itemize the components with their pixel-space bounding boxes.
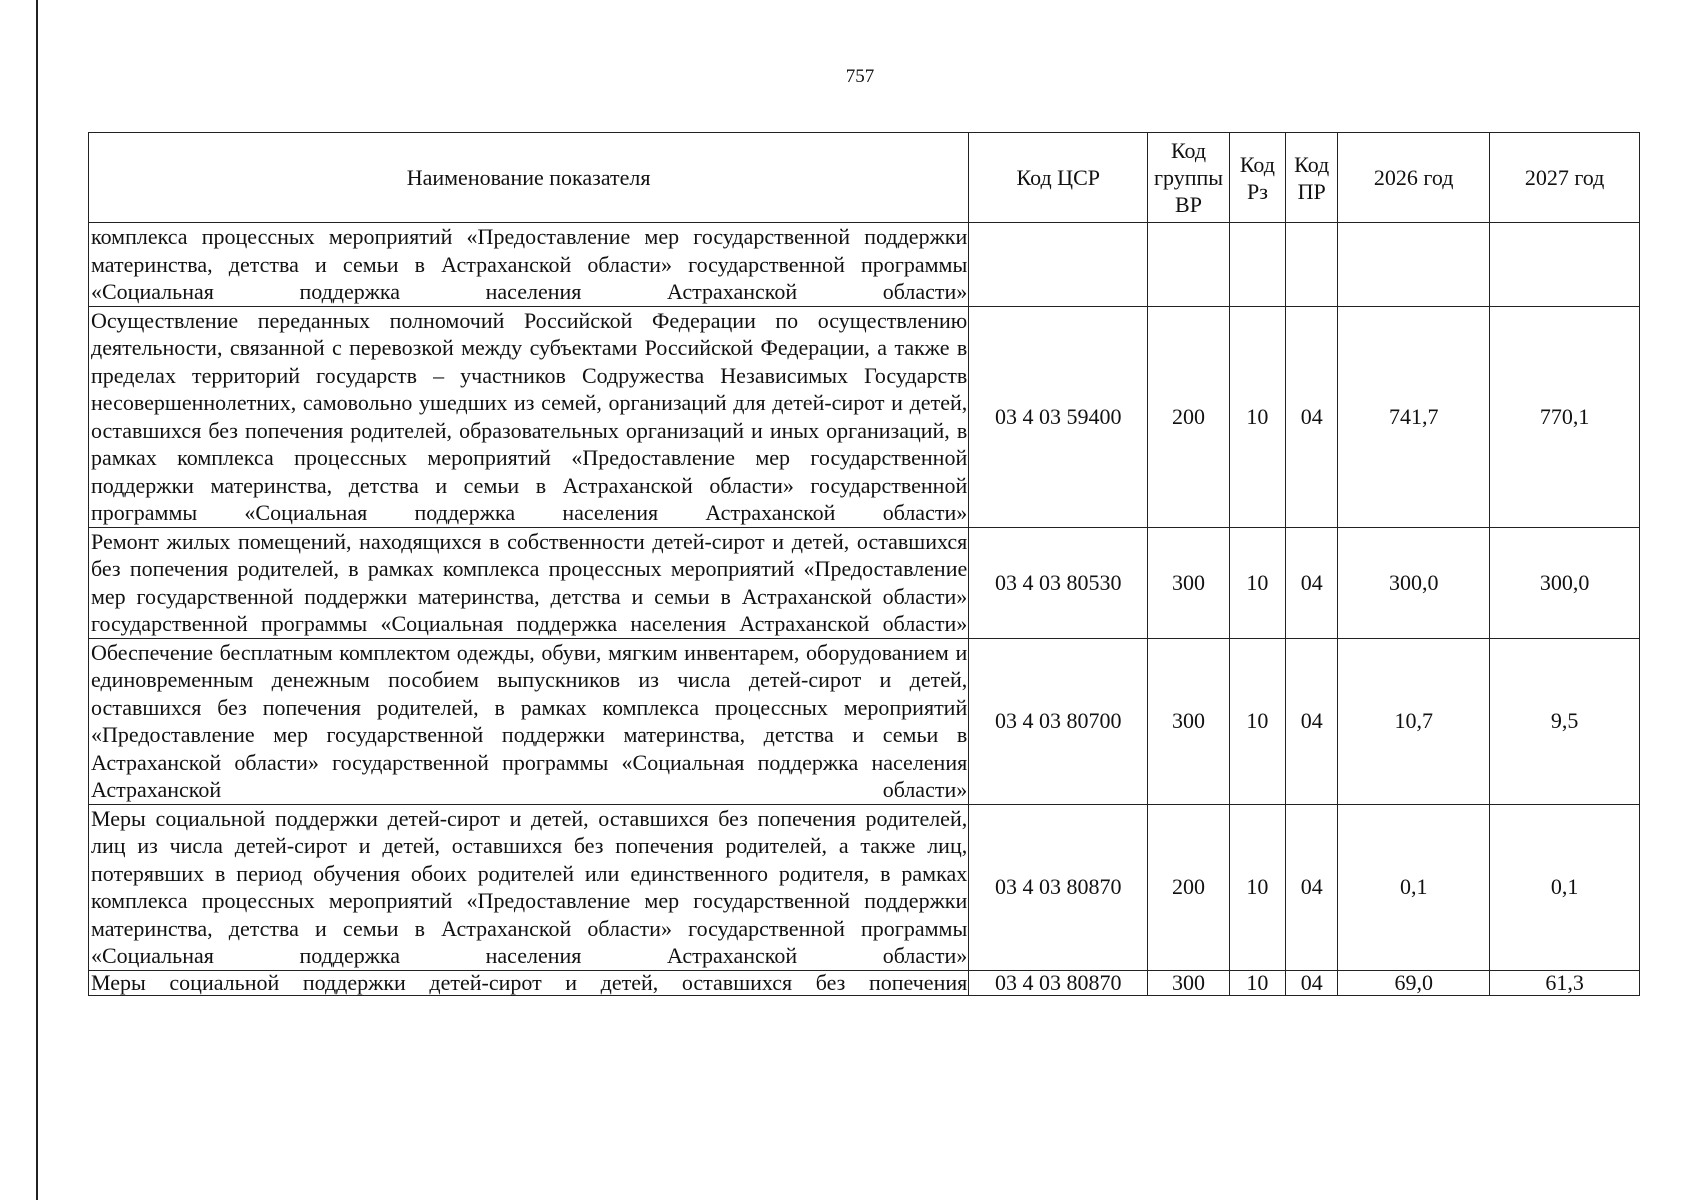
cell-2027: 61,3 [1490,970,1640,995]
cell-2027: 0,1 [1490,804,1640,970]
cell-vr: 300 [1148,527,1229,638]
cell-pr: 04 [1286,527,1338,638]
cell-rz: 10 [1229,638,1285,804]
table-header [89,133,1640,223]
cell-vr: 200 [1148,804,1229,970]
header-pr: Код ПР [1286,133,1338,223]
cell-2027: 300,0 [1490,527,1640,638]
header-2027: 2027 год [1490,133,1640,223]
table-row [89,970,1640,995]
cell-2026: 0,1 [1338,804,1490,970]
cell-name: Осуществление переданных полномочий Российской Федерации по осуществлению деятельности, связанной с перевозкой между субъектами Российской Федерации, а также в пределах территорий государств – участников Содружества Независимых Государств несовершеннолетних, самовольно ушедших из семей, организаций для детей-сирот и детей, оставшихся без попечения родителей, образовательных организаций и иных организаций, в рамках комплекса процессных мероприятий «Предоставление мер государственной поддержки материнства, детства и семьи в Астраханской области» государственной программы «Социальная поддержка населения Астраханской области» [89,306,969,527]
cell-csr: 03 4 03 59400 [969,306,1148,527]
cell-2026: 69,0 [1338,970,1490,995]
cell-rz: 10 [1229,804,1285,970]
header-vr: Код группы ВР [1148,133,1229,223]
header-name: Наименование показателя [89,133,969,223]
cell-name: комплекса процессных мероприятий «Предоставление мер государственной поддержки материнства, детства и семьи в Астраханской области» государственной программы «Социальная поддержка населения Астраханской области» [89,223,969,307]
cell-vr: 200 [1148,306,1229,527]
cell-pr: 04 [1286,970,1338,995]
cell-name: Меры социальной поддержки детей-сирот и детей, оставшихся без попечения родителей, лиц из числа детей-сирот и детей, оставшихся без попечения родителей, а также лиц, потерявших в период обучения обоих родителей или единственного родителя, в рамках комплекса процессных мероприятий «Предоставление мер государственной поддержки материнства, детства и семьи в Астраханской области» государственной программы «Социальная поддержка населения Астраханской области» [89,804,969,970]
cell-name: Меры социальной поддержки детей-сирот и детей, оставшихся без попечения [89,970,969,995]
cell-2026: 741,7 [1338,306,1490,527]
binding-line [36,0,38,1200]
table-row [89,527,1640,638]
table-row [89,638,1640,804]
budget-table [88,132,1640,996]
cell-vr [1148,223,1229,307]
cell-2027: 9,5 [1490,638,1640,804]
cell-csr [969,223,1148,307]
table-row [89,804,1640,970]
cell-pr [1286,223,1338,307]
cell-csr: 03 4 03 80870 [969,970,1148,995]
cell-2027: 770,1 [1490,306,1640,527]
cell-pr: 04 [1286,638,1338,804]
cell-vr: 300 [1148,638,1229,804]
cell-2027 [1490,223,1640,307]
cell-2026: 300,0 [1338,527,1490,638]
table-body [89,223,1640,996]
cell-csr: 03 4 03 80870 [969,804,1148,970]
cell-name: Обеспечение бесплатным комплектом одежды, обуви, мягким инвентарем, оборудованием и единовременным денежным пособием выпускников из числа детей-сирот и детей, оставшихся без попечения родителей, в рамках комплекса процессных мероприятий «Предоставление мер государственной поддержки материнства, детства и семьи в Астраханской области» государственной программы «Социальная поддержка населения Астраханской области» [89,638,969,804]
cell-name: Ремонт жилых помещений, находящихся в собственности детей-сирот и детей, оставшихся без попечения родителей, в рамках комплекса процессных мероприятий «Предоставление мер государственной поддержки материнства, детства и семьи в Астраханской области» государственной программы «Социальная поддержка населения Астраханской области» [89,527,969,638]
cell-csr: 03 4 03 80700 [969,638,1148,804]
cell-rz: 10 [1229,306,1285,527]
cell-pr: 04 [1286,804,1338,970]
cell-rz [1229,223,1285,307]
page-number: 757 [845,66,875,87]
cell-pr: 04 [1286,306,1338,527]
cell-csr: 03 4 03 80530 [969,527,1148,638]
cell-rz: 10 [1229,527,1285,638]
table-row [89,223,1640,307]
cell-rz: 10 [1229,970,1285,995]
cell-2026 [1338,223,1490,307]
table-row [89,306,1640,527]
cell-2026: 10,7 [1338,638,1490,804]
header-2026: 2026 год [1338,133,1490,223]
cell-vr: 300 [1148,970,1229,995]
header-rz: Код Рз [1229,133,1285,223]
header-csr: Код ЦСР [969,133,1148,223]
